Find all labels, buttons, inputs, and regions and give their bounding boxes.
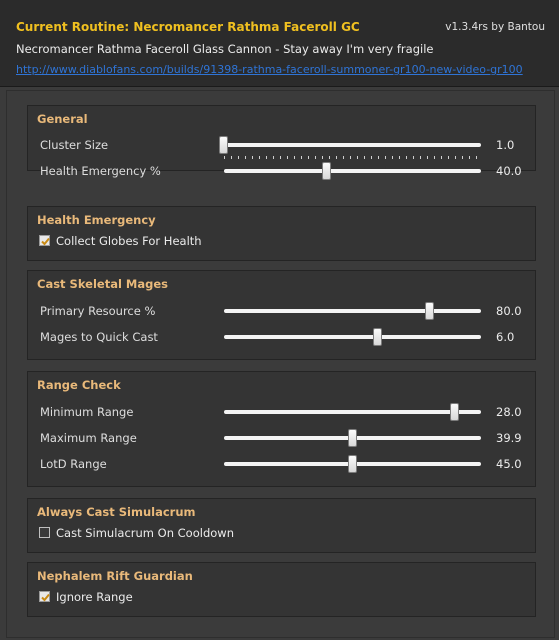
slider-thumb[interactable]	[348, 429, 357, 447]
primary-resource-value: 80.0	[496, 304, 522, 318]
group-general	[27, 105, 536, 178]
health-emergency-value: 40.0	[496, 164, 522, 178]
slider-thumb[interactable]	[425, 302, 434, 320]
simulacrum-cooldown-label: Cast Simulacrum On Cooldown	[56, 526, 234, 540]
group-skeletal-mages	[27, 270, 536, 360]
build-link[interactable]: http://www.diablofans.com/builds/91398-rathma-faceroll-summoner-gr100-new-video-gr100	[16, 63, 523, 76]
slider-track	[224, 410, 481, 414]
slider-track	[224, 309, 481, 313]
check-icon	[40, 592, 51, 603]
group-title: Range Check	[37, 378, 121, 392]
cluster-size-slider[interactable]	[224, 136, 481, 154]
lotd-range-slider[interactable]	[224, 455, 481, 473]
maximum-range-value: 39.9	[496, 431, 522, 445]
group-range-check	[27, 371, 536, 487]
ignore-range-checkbox[interactable]	[39, 591, 50, 602]
primary-resource-slider[interactable]	[224, 302, 481, 320]
slider-thumb[interactable]	[450, 403, 459, 421]
slider-thumb[interactable]	[373, 328, 382, 346]
mages-quick-cast-value: 6.0	[496, 330, 515, 344]
mages-quick-cast-label: Mages to Quick Cast	[40, 330, 158, 344]
version-label: v1.3.4rs by Bantou	[445, 21, 545, 33]
lotd-range-label: LotD Range	[40, 457, 107, 471]
group-title: General	[37, 112, 88, 126]
collect-globes-label: Collect Globes For Health	[56, 234, 202, 248]
group-title: Health Emergency	[37, 213, 156, 227]
group-title: Nephalem Rift Guardian	[37, 569, 193, 583]
mages-quick-cast-slider[interactable]	[224, 328, 481, 346]
slider-track	[224, 335, 481, 339]
slider-thumb[interactable]	[322, 162, 331, 180]
group-health-emergency	[27, 206, 536, 261]
cluster-size-value: 1.0	[496, 138, 515, 152]
primary-resource-label: Primary Resource %	[40, 304, 156, 318]
minimum-range-value: 28.0	[496, 405, 522, 419]
group-rift-guardian	[27, 562, 536, 617]
cluster-size-label: Cluster Size	[40, 138, 109, 152]
ignore-range-label: Ignore Range	[56, 590, 133, 604]
slider-thumb[interactable]	[348, 455, 357, 473]
routine-title: Current Routine: Necromancer Rathma Faceroll GC	[16, 20, 360, 34]
simulacrum-cooldown-checkbox[interactable]	[39, 527, 50, 538]
slider-ticks	[224, 156, 481, 159]
routine-subtitle: Necromancer Rathma Faceroll Glass Cannon - Stay away I'm very fragile	[16, 42, 434, 56]
minimum-range-slider[interactable]	[224, 403, 481, 421]
group-simulacrum	[27, 498, 536, 553]
maximum-range-slider[interactable]	[224, 429, 481, 447]
group-title: Always Cast Simulacrum	[37, 505, 196, 519]
maximum-range-label: Maximum Range	[40, 431, 137, 445]
check-icon	[40, 236, 51, 247]
minimum-range-label: Minimum Range	[40, 405, 134, 419]
lotd-range-value: 45.0	[496, 457, 522, 471]
routine-header	[0, 0, 559, 87]
health-emergency-slider[interactable]	[224, 162, 481, 180]
group-title: Cast Skeletal Mages	[37, 277, 168, 291]
slider-thumb[interactable]	[219, 136, 228, 154]
slider-track	[224, 143, 481, 147]
health-emergency-label: Health Emergency %	[40, 164, 161, 178]
collect-globes-checkbox[interactable]	[39, 235, 50, 246]
slider-track	[224, 169, 481, 173]
